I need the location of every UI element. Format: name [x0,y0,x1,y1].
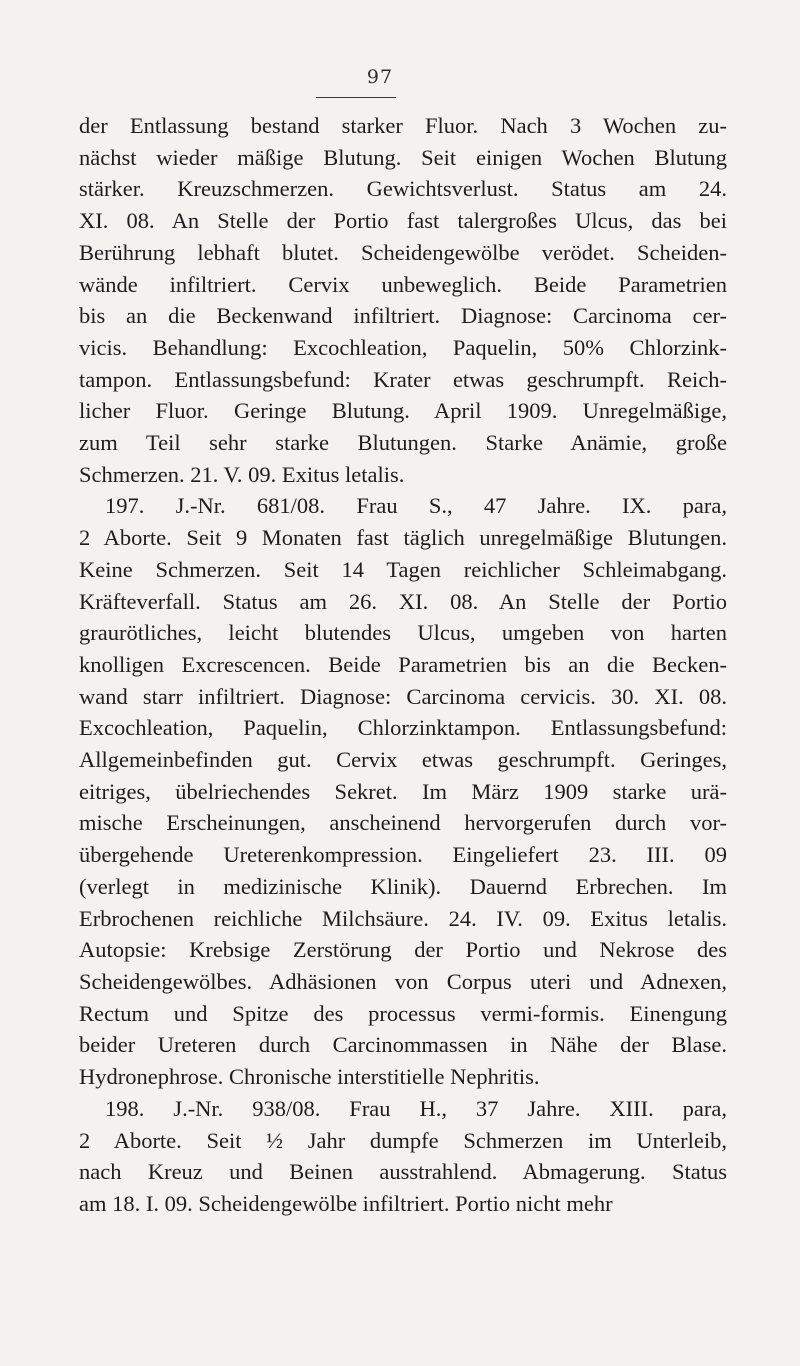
text-line: eitriges, übelriechendes Sekret. Im März 1909 starke urä- [79,778,727,804]
text-line: 2 Aborte. Seit 9 Monaten fast täglich unregelmäßige Blutungen. [79,525,727,551]
text-line: zum Teil sehr starke Blutungen. Starke Anämie, große [79,430,727,456]
text-line: bis an die Beckenwand infiltriert. Diagnose: Carcinoma cer- [79,303,727,329]
text-line: Schmerzen. 21. V. 09. Exitus letalis. [79,461,405,487]
text-line: tampon. Entlassungsbefund: Krater etwas geschrumpft. Reich- [79,366,727,392]
text-line: Keine Schmerzen. Seit 14 Tagen reichlicher Schleimabgang. [79,556,727,582]
text-line: der Entlassung bestand starker Fluor. Nach 3 Wochen zu- [79,113,727,138]
text-line: (verlegt in medizinische Klinik). Dauernd Erbrechen. Im [79,873,727,899]
paragraph-start-line: 197. J.-Nr. 681/08. Frau S., 47 Jahre. IX. para, [105,493,727,519]
text-line: XI. 08. An Stelle der Portio fast talergroßes Ulcus, das bei [79,208,727,234]
text-line: nächst wieder mäßige Blutung. Seit einigen Wochen Blutung [79,144,727,170]
text-line: licher Fluor. Geringe Blutung. April 1909. Unregelmäßige, [79,398,727,424]
text-line: Excochleation, Paquelin, Chlorzinktampon. Entlassungsbefund: [79,715,727,741]
text-line: Erbrochenen reichliche Milchsäure. 24. IV. 09. Exitus letalis. [79,905,727,931]
text-line: übergehende Ureterenkompression. Eingeliefert 23. III. 09 [79,842,727,868]
body-text [79,110,727,1220]
text-line: nach Kreuz und Beinen ausstrahlend. Abmagerung. Status [79,1159,727,1185]
text-line: stärker. Kreuzschmerzen. Gewichtsverlust. Status am 24. [79,176,727,202]
text-line: beider Ureteren durch Carcinommassen in Nähe der Blase. [79,1032,727,1058]
text-line: 2 Aborte. Seit ½ Jahr dumpfe Schmerzen im Unterleib, [79,1127,727,1153]
header-rule [316,97,396,98]
paragraph-start-line: 198. J.-Nr. 938/08. Frau H., 37 Jahre. XIII. para, [105,1095,727,1121]
text-line: Berührung lebhaft blutet. Scheidengewölbe verödet. Scheiden- [79,239,727,265]
text-line: knolligen Excrescencen. Beide Parametrien bis an die Becken- [79,651,727,677]
text-line: Scheidengewölbes. Adhäsionen von Corpus uteri und Adnexen, [79,968,727,994]
page-number: 97 [366,66,394,88]
text-line: Allgemeinbefinden gut. Cervix etwas geschrumpft. Geringes, [79,747,727,773]
text-line: Hydronephrose. Chronische interstitielle Nephritis. [79,1064,540,1090]
text-line: Autopsie: Krebsige Zerstörung der Portio und Nekrose des [79,937,727,963]
text-line: am 18. I. 09. Scheidengewölbe infiltriert. Portio nicht mehr [79,1190,613,1216]
text-line: vicis. Behandlung: Excochleation, Paquelin, 50% Chlorzink- [79,334,727,360]
text-line: Kräfteverfall. Status am 26. XI. 08. An Stelle der Portio [79,588,727,614]
text-line: Rectum und Spitze des processus vermi-formis. Einengung [79,1000,727,1026]
text-line: wand starr infiltriert. Diagnose: Carcinoma cervicis. 30. XI. 08. [79,683,727,709]
text-line: wände infiltriert. Cervix unbeweglich. Beide Parametrien [79,271,727,297]
text-line: mische Erscheinungen, anscheinend hervorgerufen durch vor- [79,810,727,836]
text-line: graurötliches, leicht blutendes Ulcus, umgeben von harten [79,620,727,646]
